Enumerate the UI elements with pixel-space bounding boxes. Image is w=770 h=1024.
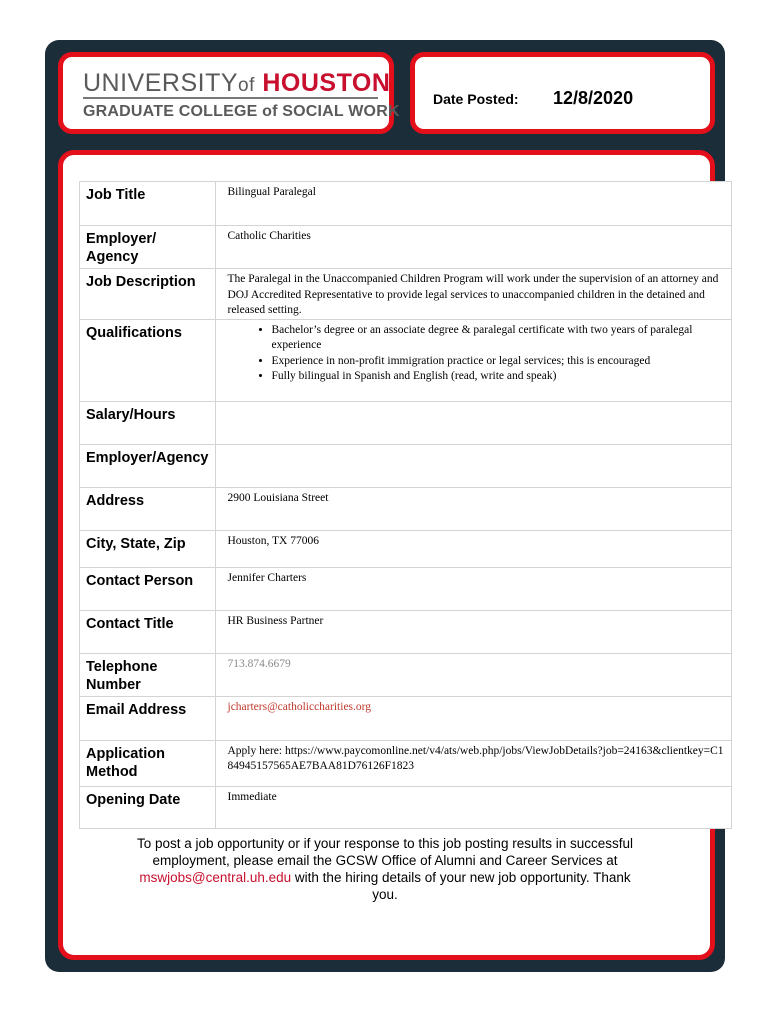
table-row: [80, 182, 732, 226]
email-link[interactable]: jcharters@catholiccharities.org: [215, 696, 732, 740]
qualifications-value: [215, 319, 732, 401]
qualifications-label: Qualifications: [80, 319, 216, 401]
city-state-zip-value: Houston, TX 77006: [215, 530, 732, 567]
address-label: Address: [80, 487, 216, 530]
table-row: [80, 444, 732, 487]
qualification-item: • Experience in non-profit immigration practice or legal services; this is encouraged: [272, 354, 726, 370]
job-details-table: [79, 181, 732, 829]
logo-college-name: GRADUATE COLLEGE of SOCIAL WORK: [83, 103, 400, 120]
logo-divider: [83, 97, 378, 99]
employer-agency-label: Employer/ Agency: [80, 226, 216, 269]
opening-date-value: Immediate: [215, 786, 732, 828]
telephone-label: Telephone Number: [80, 653, 216, 696]
table-row: [80, 567, 732, 610]
job-description-value: The Paralegal in the Unaccompanied Children Program will work under the supervision of an attorney and DOJ Accredited Representative to provide legal services to unaccompanied children in the detained and released setting.: [215, 269, 732, 320]
salary-hours-value: [215, 401, 732, 444]
contact-title-value: HR Business Partner: [215, 610, 732, 653]
qualifications-list: [228, 323, 726, 385]
email-label: Email Address: [80, 696, 216, 740]
employer-agency2-label: Employer/Agency: [80, 444, 216, 487]
qualification-item: • Fully bilingual in Spanish and English (read, write and speak): [272, 369, 726, 385]
job-title-label: Job Title: [80, 182, 216, 226]
date-posted-label: Date Posted:: [433, 91, 519, 107]
employer-agency-value: Catholic Charities: [215, 226, 732, 269]
application-method-label: Application Method: [80, 740, 216, 786]
table-row: [80, 530, 732, 567]
job-title-value: Bilingual Paralegal: [215, 182, 732, 226]
footer-email-link[interactable]: mswjobs@central.uh.edu: [139, 870, 292, 885]
application-method-value: Apply here: https://www.paycomonline.net/v4/ats/web.php/jobs/ViewJobDetails?job=24163&clientkey=C184945157565AE7BAA81D76126F1823: [215, 740, 732, 786]
contact-person-label: Contact Person: [80, 567, 216, 610]
footer-text-b: with the hiring details of your new job opportunity. Thank you.: [294, 870, 631, 902]
date-posted-box: [410, 52, 715, 134]
qualification-item: • Bachelor’s degree or an associate degree & paralegal certificate with two years of paralegal experience: [272, 323, 726, 354]
opening-date-label: Opening Date: [80, 786, 216, 828]
city-state-zip-label: City, State, Zip: [80, 530, 216, 567]
university-logo: [58, 52, 400, 134]
footer-text-a: To post a job opportunity or if your response to this job posting results in successful employment, please email the GCSW Office of Alumni and Career Services at: [136, 836, 633, 868]
table-row: [80, 610, 732, 653]
telephone-value: 713.874.6679: [215, 653, 732, 696]
table-row: [80, 319, 732, 401]
table-row: [80, 401, 732, 444]
table-row: [80, 786, 732, 828]
table-row: [80, 740, 732, 786]
salary-hours-label: Salary/Hours: [80, 401, 216, 444]
footer-note: [130, 835, 640, 903]
address-value: 2900 Louisiana Street: [215, 487, 732, 530]
table-row: [80, 226, 732, 269]
date-posted-value: 12/8/2020: [553, 88, 634, 108]
contact-title-label: Contact Title: [80, 610, 216, 653]
table-row: [80, 696, 732, 740]
employer-agency2-value: [215, 444, 732, 487]
logo-university-name: UNIVERSITYof HOUSTON: [83, 69, 391, 97]
table-row: [80, 487, 732, 530]
job-description-label: Job Description: [80, 269, 216, 320]
contact-person-value: Jennifer Charters: [215, 567, 732, 610]
table-row: [80, 653, 732, 696]
table-row: [80, 269, 732, 320]
